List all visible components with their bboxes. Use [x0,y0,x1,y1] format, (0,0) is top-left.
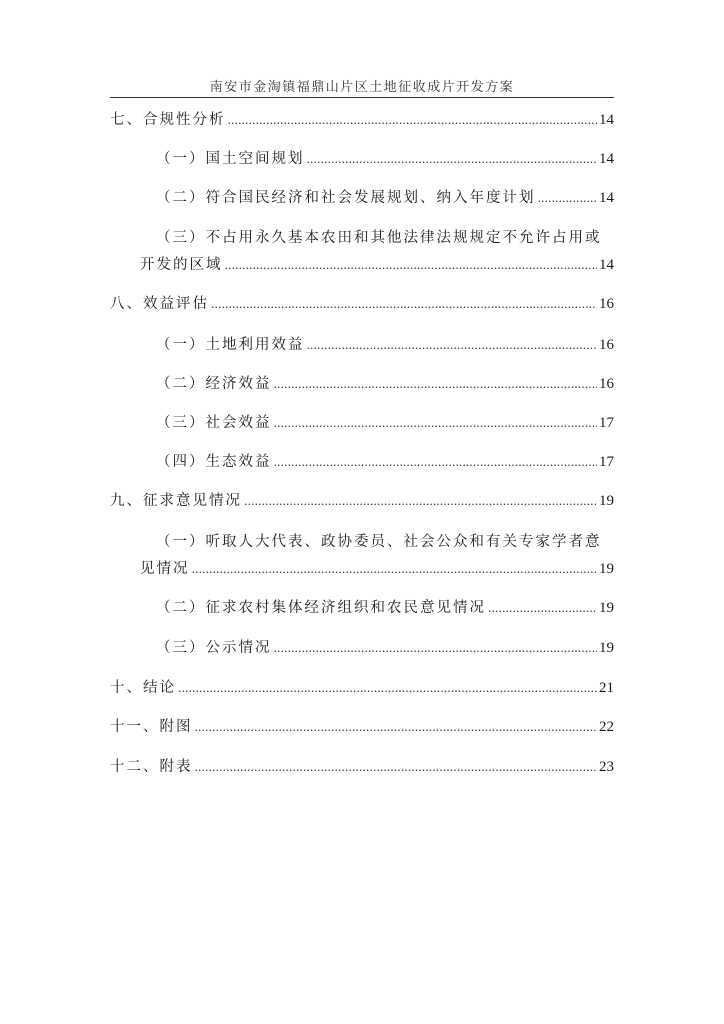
toc-entry-text: 九、征求意见情况 [110,493,242,509]
toc-leader-dots [538,192,598,206]
toc-entry-7-1[interactable] [156,150,614,168]
toc-leader-dots [211,298,597,312]
toc-page-number: 17 [599,415,614,431]
toc-leader-dots [274,642,598,656]
toc-entry-text: 十、结论 [110,680,176,696]
toc-page-number: 19 [599,493,614,509]
toc-leader-dots [228,114,598,128]
toc-entry-9-2[interactable] [156,599,614,617]
toc-entry-text: 见情况 [140,561,190,577]
toc-page-number: 14 [599,257,614,273]
toc-leader-dots [274,417,598,431]
toc-entry-10[interactable] [110,679,614,697]
toc-entry-9-3[interactable] [156,639,614,657]
toc-entry-9[interactable] [110,492,614,510]
toc-entry-8-3[interactable] [156,414,614,432]
toc-entry-text: （一）国土空间规划 [156,151,305,167]
toc-leader-dots [195,721,598,735]
toc-entry-12[interactable] [110,758,614,776]
toc-page-number: 14 [599,112,614,128]
toc-entry-8[interactable] [110,295,614,313]
toc-page-number: 19 [599,640,614,656]
toc-page-number: 17 [599,454,614,470]
toc-entry-7[interactable] [110,111,614,129]
toc-entry-8-4[interactable] [156,453,614,471]
toc-leader-dots [195,761,598,775]
page-header-title: 南安市金淘镇福鼎山片区土地征收成片开发方案 [209,80,515,95]
toc-leader-dots [244,495,597,509]
toc-page-number: 16 [599,376,614,392]
toc-leader-dots [307,339,598,353]
toc-entry-text: （四）生态效益 [156,454,272,470]
toc-entry-text: （三）公示情况 [156,640,272,656]
toc-entry-9-1[interactable] [140,560,614,578]
toc-entry-text: （二）经济效益 [156,376,272,392]
toc-page-number: 23 [599,759,614,775]
toc-leader-dots [488,602,597,616]
toc-entry-text: 开发的区域 [140,257,223,273]
toc-page-number: 14 [599,190,614,206]
toc-entry-7-3-line1[interactable]: （三）不占用永久基本农田和其他法律法规规定不允许占用或 [156,230,602,246]
toc-leader-dots [192,563,598,577]
toc-leader-dots [274,378,598,392]
toc-entry-text: （二）符合国民经济和社会发展规划、纳入年度计划 [156,190,536,206]
toc-entry-text: （二）征求农村集体经济组织和农民意见情况 [156,600,486,616]
toc-page-number: 21 [599,680,614,696]
toc-entry-8-1[interactable] [156,336,614,354]
toc-entry-9-1-line1[interactable]: （一）听取人大代表、政协委员、社会公众和有关专家学者意 [156,534,602,550]
toc-entry-text: 十一、附图 [110,719,193,735]
toc-page-number: 16 [599,296,614,312]
toc-page-number: 16 [599,337,614,353]
toc-entry-text: 八、效益评估 [110,296,209,312]
toc-leader-dots [178,682,597,696]
toc-entry-11[interactable] [110,718,614,736]
toc-entry-7-3[interactable] [140,256,614,274]
toc-page-number: 22 [599,719,614,735]
toc-page-number: 19 [599,600,614,616]
toc-entry-8-2[interactable] [156,375,614,393]
toc-leader-dots [225,259,598,273]
toc-leader-dots [307,153,598,167]
toc-page-number: 14 [599,151,614,167]
toc-leader-dots [274,456,598,470]
toc-entry-text: 七、合规性分析 [110,112,226,128]
toc-entry-7-2[interactable] [156,189,614,207]
toc-page-number: 19 [599,561,614,577]
toc-entry-text: 十二、附表 [110,759,193,775]
toc-entry-text: （一）土地利用效益 [156,337,305,353]
toc-entry-text: （三）社会效益 [156,415,272,431]
